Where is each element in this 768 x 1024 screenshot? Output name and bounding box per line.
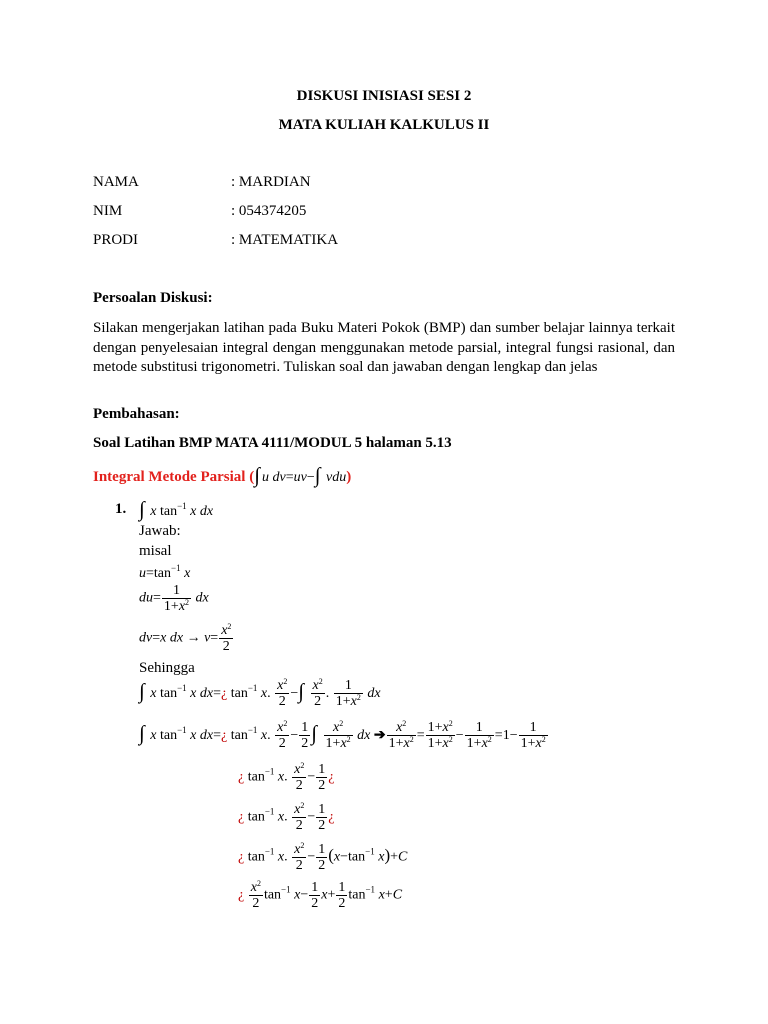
persoalan-body: Silakan mengerjakan latihan pada Buku Materi Pokok (BMP) dan sumber belajar lainnya terkait dengan penyelesaian integral dengan menggunakan metode parsial, integral fungsi rasional, dan metode substitusi trigonometri. Tuliskan soal dan jawaban dengan lengkap dan jelas bbox=[93, 320, 675, 375]
method-heading-close: ) bbox=[346, 469, 352, 485]
nim-value: : 054374205 bbox=[231, 203, 307, 219]
nim-label: NIM bbox=[93, 203, 123, 219]
method-heading-text: Integral Metode Parsial ( bbox=[93, 469, 255, 485]
sehingga-label: Sehingga bbox=[139, 660, 195, 676]
course-title: MATA KULIAH KALKULUS II bbox=[278, 117, 490, 133]
document-title: DISKUSI INISIASI SESI 2 bbox=[296, 88, 472, 104]
dv-expression: dv=x dx → v= $\frac{x^2}{2}$ bbox=[139, 622, 232, 654]
prodi-value: : MATEMATIKA bbox=[231, 232, 339, 248]
nama-value: : MARDIAN bbox=[231, 174, 311, 190]
step-line-3: ¿ $\tan^{-1} x$. $\frac{x^2}{2}$ − $\frac{1}{2}$ ¿ bbox=[238, 761, 335, 793]
jawab-label: Jawab: bbox=[139, 523, 181, 539]
problem-number: 1. bbox=[115, 501, 127, 517]
pembahasan-heading: Pembahasan: bbox=[93, 406, 180, 422]
problem-statement: ∫ x $\tan^{-1} x$ dx bbox=[139, 497, 214, 521]
persoalan-heading: Persoalan Diskusi: bbox=[93, 290, 213, 306]
u-substitution: $u=\tan^{-1}$ x bbox=[139, 563, 191, 581]
step-line-4: ¿ $\tan^{-1} x$. $\frac{x^2}{2}$ − $\frac{1}{2}$ ¿ bbox=[238, 801, 335, 833]
nama-label: NAMA bbox=[93, 174, 139, 190]
prodi-label: PRODI bbox=[93, 232, 139, 248]
step-line-5: ¿ $\tan^{-1} x$. $\frac{x^2}{2}$ − $\frac{1}{2}$ ($x-\tan^{-1}$ x)+C bbox=[238, 841, 408, 873]
misal-label: misal bbox=[139, 543, 172, 559]
final-result: ¿ $\frac{x^2}{2}$ $\tan^{-1} x-$ $\frac{1}{2}$ x+ $\frac{1}{2}$ $\tan^{-1} x+C$ bbox=[238, 879, 403, 911]
step-line-2: ∫ x $\tan^{-1} x$ dx=¿ $\tan^{-1} x$. $\frac{x^2}{2}$ − $\frac{1}{2}$ ∫ $\frac{x^2}{1+x^2}$ dx ➔ $\frac{x^2}{1+x^2}$ = $\frac{1+x^2}{1+x^2}$ − $\frac{1}{1+x^2}$ =1− $\frac{1}{1+x^2}$ bbox=[139, 719, 546, 752]
soal-latihan-heading: Soal Latihan BMP MATA 4111/MODUL 5 halaman 5.13 bbox=[93, 435, 452, 451]
du-expression: du= $\frac{1}{1+x^2}$ dx bbox=[139, 583, 209, 614]
method-heading bbox=[93, 462, 351, 487]
step-line-1: ∫ x $\tan^{-1} x$ dx=¿ $\tan^{-1} x$. $\frac{x^2}{2}$ −∫ $\frac{x^2}{2}$ . $\frac{1}{1+x^2}$ dx bbox=[139, 677, 381, 710]
parts-formula: ∫ u dv=uv−∫ vdu bbox=[254, 463, 347, 487]
